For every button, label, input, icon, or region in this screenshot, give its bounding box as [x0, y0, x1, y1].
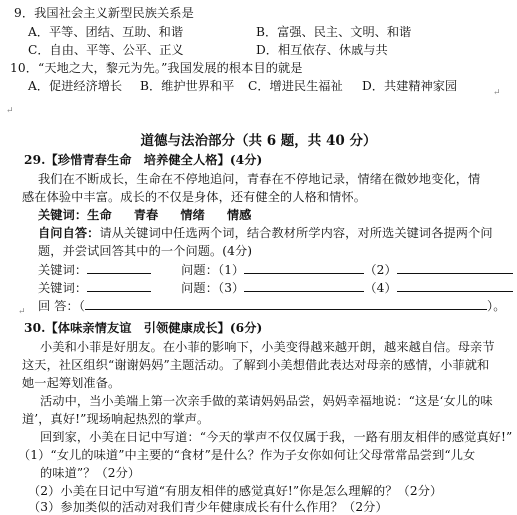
- q30-sub-question: （3）参加类似的活动对我们青少年健康成长有什么作用？（2分）: [28, 500, 388, 514]
- q29-title: 29.【珍惜青春生命 培养健全人格】(4分): [24, 153, 263, 167]
- q30-sub-question: （1）“女儿的味道”中主要的“食材”是什么？作为子女你如何让父母常常品尝到“儿女: [18, 448, 476, 462]
- q29-keyword: 情感: [226, 208, 252, 222]
- q30-passage-line: 这天，社区组织“谢谢妈妈”主题活动。了解到小美想借此表达对母亲的感情，小菲就和: [22, 358, 490, 372]
- q29-answer-row-1: 关键词： 问题：（1） （2）: [38, 262, 513, 278]
- q9-option-c: C．自由、平等、公平、正义: [28, 43, 184, 57]
- return-mark: ↵: [18, 307, 26, 317]
- q10-option-a: A．促进经济增长: [28, 79, 123, 93]
- section-title: 道德与法治部分（共 6 题，共 40 分）: [140, 133, 377, 149]
- q10-option-d: D．共建精神家园: [362, 79, 458, 93]
- q29-instruction: 自问自答：请从关键词中任选两个词，结合教材所学内容，对所选关键词各提两个问: [38, 226, 493, 240]
- q9-option-a: A．平等、团结、互助、和谐: [28, 25, 184, 39]
- keyword-blank[interactable]: [87, 280, 151, 292]
- q29-instruction-label: 自问自答：: [38, 226, 100, 240]
- keyword-blank[interactable]: [87, 262, 151, 274]
- answer-blank[interactable]: [85, 298, 487, 310]
- return-mark: ↵: [6, 106, 14, 116]
- q29-keyword: 青春: [133, 208, 159, 222]
- q10-option-c: C．增进民生福祉: [248, 79, 343, 93]
- return-mark: ↵: [493, 88, 501, 98]
- q9-option-d: D．相互依存、休戚与共: [256, 43, 388, 57]
- q29-keywords-label: 关键词：: [38, 208, 88, 222]
- q29-passage-line: 感在体验中丰富。成长的不仅是身体，还有健全的人格和情怀。: [22, 190, 367, 204]
- q9-stem: 9．我国社会主义新型民族关系是: [14, 6, 194, 20]
- q10-stem: 10．“天地之大，黎元为先。”我国发展的根本目的就是: [10, 61, 303, 75]
- q30-title: 30.【体味亲情友谊 引领健康成长】(6分): [24, 321, 263, 335]
- question-blank[interactable]: [397, 280, 513, 292]
- q30-passage-line: 活动中，当小美端上第一次亲手做的菜请妈妈品尝，妈妈幸福地说：“这是‘女儿的味: [40, 394, 493, 408]
- q29-passage-line: 我们在不断成长，生命在不停地追问，青春在不停地记录，情绪在微妙地变化，情: [38, 172, 481, 186]
- q30-passage-line: 小美和小菲是好朋友。在小菲的影响下，小美变得越来越开朗，越来越自信。母亲节: [40, 340, 495, 354]
- question-blank[interactable]: [244, 262, 364, 274]
- q29-answer-row-2: 关键词： 问题：（3） （4）: [38, 280, 513, 296]
- question-blank[interactable]: [397, 262, 513, 274]
- q29-answer-row-3: 回 答：（ ）。: [38, 299, 506, 313]
- q30-sub-question: （2）小美在日记中写道“有朋友相伴的感觉真好!”你是怎么理解的？（2分）: [28, 484, 443, 498]
- q9-option-b: B．富强、民主、文明、和谐: [256, 25, 412, 39]
- question-blank[interactable]: [244, 280, 364, 292]
- q29-keyword: 情绪: [180, 208, 205, 222]
- q29-keyword: 生命: [87, 208, 112, 222]
- q29-keywords: [38, 208, 251, 223]
- q30-passage-line: 回到家，小美在日记中写道：“今天的掌声不仅仅属于我，一路有朋友相伴的感觉真好!”: [40, 430, 513, 444]
- q29-instruction: 题，并尝试回答其中的一个问题。(4分): [38, 244, 253, 258]
- q30-sub-question: 的味道”？（2分）: [40, 466, 141, 480]
- q30-passage-line: 她一起筹划准备。: [22, 376, 121, 390]
- q10-option-b: B．维护世界和平: [140, 79, 235, 93]
- q30-passage-line: 道’，真好!”现场响起热烈的掌声。: [22, 412, 210, 426]
